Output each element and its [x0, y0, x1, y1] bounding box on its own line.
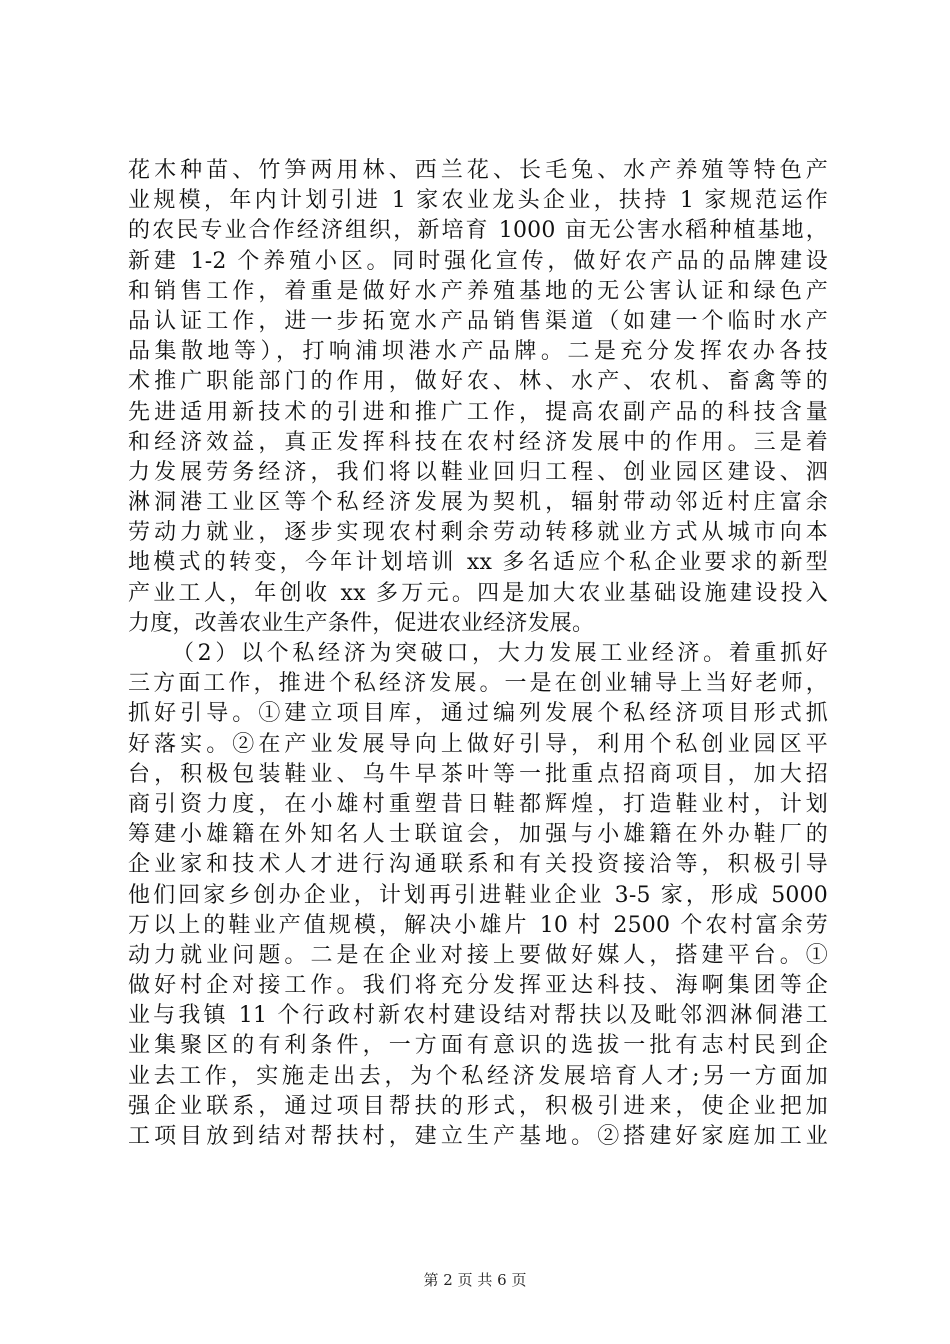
text-line: 强企业联系，通过项目帮扶的形式，积极引进来，使企业把加: [128, 1093, 828, 1119]
text-line: 产业工人，年创收 xx 多万元。四是加大农业基础设施建设投入: [128, 580, 828, 606]
text-line: 台，积极包装鞋业、乌牛早茶叶等一批重点招商项目，加大招: [128, 761, 828, 787]
text-line: 动力就业问题。二是在企业对接上要做好媒人，搭建平台。①: [128, 942, 828, 968]
text-line: 力发展劳务经济，我们将以鞋业回归工程、创业园区建设、泗: [128, 459, 828, 485]
text-line: 劳动力就业，逐步实现农村剩余劳动转移就业方式从城市向本: [128, 520, 828, 546]
page-number-footer: 第 2 页 共 6 页: [423, 1271, 527, 1289]
text-line: 先进适用新技术的引进和推广工作，提高农副产品的科技含量: [128, 399, 828, 425]
text-line: 新建 1-2 个养殖小区。同时强化宣传，做好农产品的品牌建设: [128, 248, 828, 274]
text-line: 品认证工作，进一步拓宽水产品销售渠道（如建一个临时水产: [128, 308, 828, 334]
text-line: 品集散地等），打响浦坝港水产品牌。二是充分发挥农办各技: [128, 339, 828, 365]
text-line: 术推广职能部门的作用，做好农、林、水产、农机、畜禽等的: [128, 369, 828, 395]
text-line: 业集聚区的有利条件，一方面有意识的选拔一批有志村民到企: [128, 1033, 828, 1059]
text-line: 筹建小雄籍在外知名人士联谊会，加强与小雄籍在外办鞋厂的: [128, 822, 828, 848]
body-text: [128, 156, 828, 1152]
text-line: 花木种苗、竹笋两用林、西兰花、长毛兔、水产养殖等特色产: [128, 158, 828, 183]
text-line: 做好村企对接工作。我们将充分发挥亚达科技、海啊集团等企: [128, 973, 828, 999]
text-line: 淋洞港工业区等个私经济发展为契机，辐射带动邻近村庄富余: [128, 490, 828, 516]
text-line: 业去工作，实施走出去，为个私经济发展培育人才;另一方面加: [128, 1063, 828, 1089]
paragraph-start-line: （2）以个私经济为突破口，大力发展工业经济。着重抓好: [172, 641, 828, 666]
text-line: 和经济效益，真正发挥科技在农村经济发展中的作用。三是着: [128, 429, 828, 455]
text-line: 万以上的鞋业产值规模，解决小雄片 10 村 2500 个农村富余劳: [128, 912, 828, 938]
text-line: 三方面工作，推进个私经济发展。一是在创业辅导上当好老师，: [128, 671, 828, 697]
text-line: 他们回家乡创办企业，计划再引进鞋业企业 3-5 家，形成 5000: [128, 882, 828, 908]
text-line: 企业家和技术人才进行沟通联系和有关投资接洽等，积极引导: [128, 852, 828, 878]
text-line: 力度，改善农业生产条件，促进农业经济发展。: [128, 610, 595, 636]
text-line: 业与我镇 11 个行政村新农村建设结对帮扶以及毗邻泗淋侗港工: [128, 1003, 828, 1029]
text-line: 的农民专业合作经济组织，新培育 1000 亩无公害水稻种植基地，: [128, 218, 828, 244]
text-line: 商引资力度，在小雄村重塑昔日鞋都辉煌，打造鞋业村，计划: [128, 791, 828, 817]
text-line: 好落实。②在产业发展导向上做好引导，利用个私创业园区平: [128, 731, 828, 757]
text-line: 地模式的转变，今年计划培训 xx 多名适应个私企业要求的新型: [128, 550, 828, 576]
text-line: 业规模，年内计划引进 1 家农业龙头企业，扶持 1 家规范运作: [128, 188, 828, 214]
text-line: 工项目放到结对帮扶村，建立生产基地。②搭建好家庭加工业: [128, 1124, 828, 1149]
text-line: 抓好引导。①建立项目库，通过编列发展个私经济项目形式抓: [128, 701, 828, 727]
text-line: 和销售工作，着重是做好水产养殖基地的无公害认证和绿色产: [128, 278, 828, 304]
